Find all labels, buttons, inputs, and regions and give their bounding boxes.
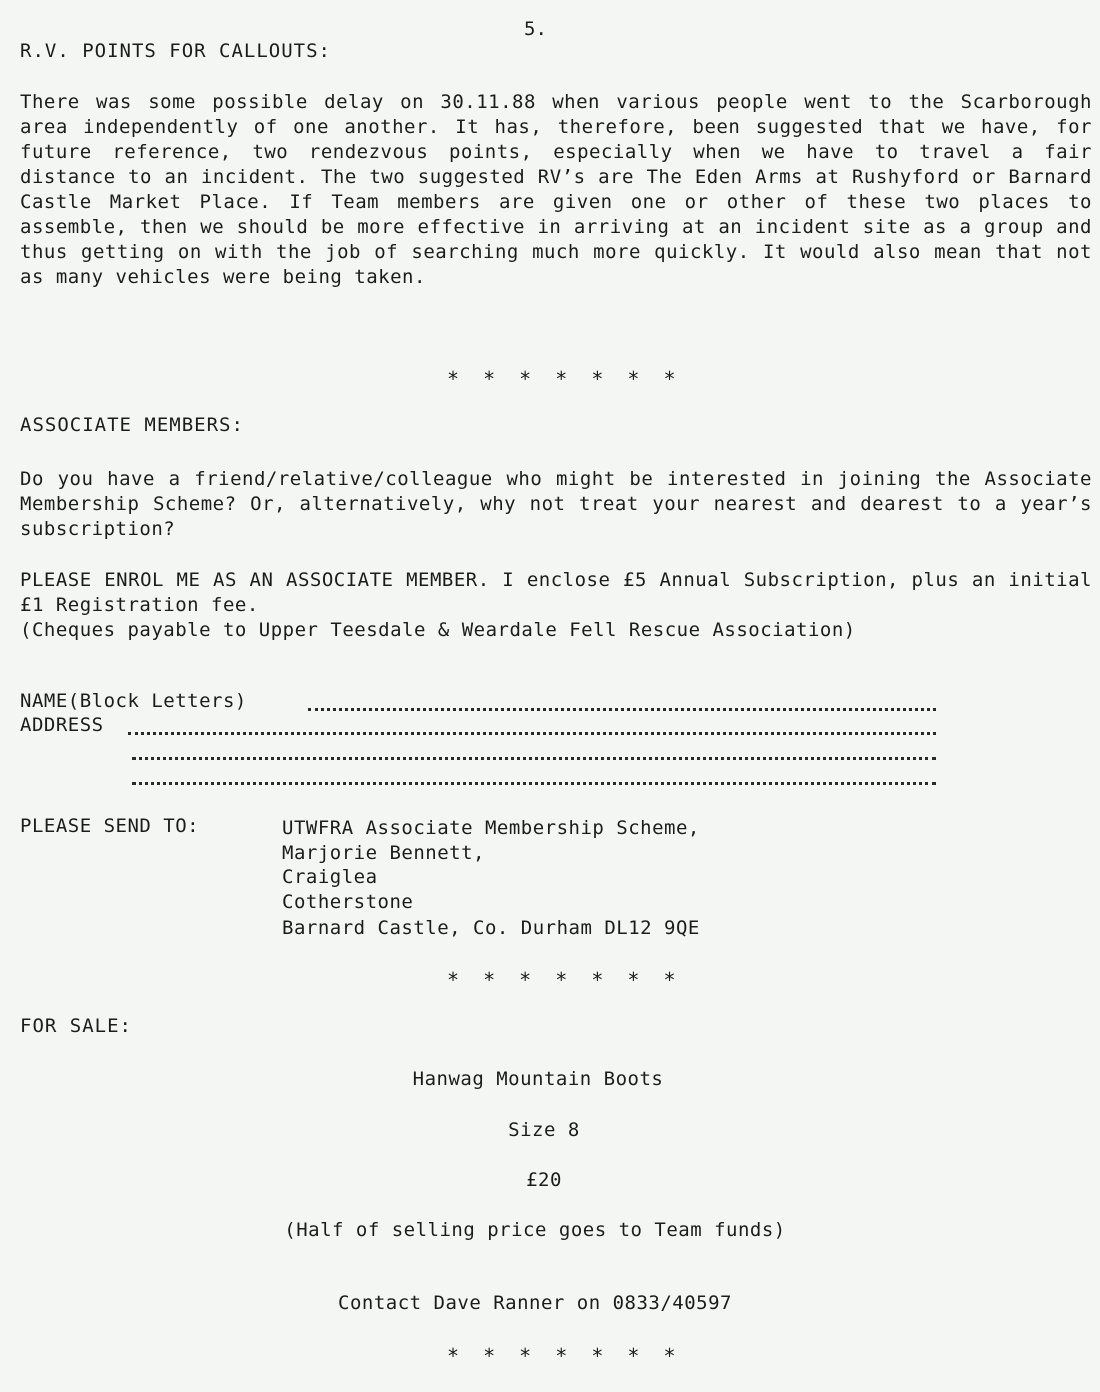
rv-paragraph: There was some possible delay on 30.11.88 when various people went to the Scarborough area independently of one another. It has, therefore, been suggested that we have, for future reference, two rendezvous points, especially when we have to travel a fair distance to an incident. The two suggested RV’s are The Eden Arms at Rushyford or Barnard Castle Market Place. If Team members are given one or other of these two places to assemble, then we should be more effective in arriving at an incident site as a group and thus getting on with the job of searching much more quickly. It would also mean that not as many vehicles were being taken. [20, 91, 1092, 288]
rv-heading: R.V. POINTS FOR CALLOUTS: [20, 40, 331, 62]
sale-size: Size 8 [508, 1119, 580, 1141]
send-to-label: PLEASE SEND TO: [20, 815, 200, 837]
sale-item: Hanwag Mountain Boots [412, 1068, 664, 1090]
address-field-line-2[interactable] [132, 757, 936, 760]
separator-stars: * * * * * * * [447, 968, 682, 992]
sale-note: (Half of selling price goes to Team funds) [284, 1219, 786, 1241]
page-number: 5. [524, 18, 547, 40]
send-to-line-3: Craiglea [282, 866, 378, 888]
separator-stars: * * * * * * * [447, 1344, 682, 1368]
separator-stars: * * * * * * * [447, 367, 682, 391]
send-to-line-1: UTWFRA Associate Membership Scheme, [282, 817, 700, 839]
send-to-line-5: Barnard Castle, Co. Durham DL12 9QE [282, 917, 700, 939]
associate-heading: ASSOCIATE MEMBERS: [20, 414, 244, 436]
address-field-line-3[interactable] [132, 782, 936, 785]
sale-contact: Contact Dave Ranner on 0833/40597 [338, 1292, 732, 1314]
name-label: NAME(Block Letters) [20, 690, 247, 712]
address-label: ADDRESS [20, 714, 104, 736]
cheques-note: (Cheques payable to Upper Teesdale & Weardale Fell Rescue Association) [20, 619, 856, 641]
send-to-line-2: Marjorie Bennett, [282, 842, 485, 864]
name-field-line[interactable] [308, 708, 936, 711]
sale-price: £20 [526, 1169, 562, 1191]
sale-heading: FOR SALE: [20, 1015, 132, 1037]
enrol-paragraph: PLEASE ENROL ME AS AN ASSOCIATE MEMBER. I enclose £5 Annual Subscription, plus an initial £1 Registration fee. [20, 569, 1092, 616]
address-field-line-1[interactable] [128, 732, 936, 735]
send-to-line-4: Cotherstone [282, 891, 414, 913]
associate-intro: Do you have a friend/relative/colleague who might be interested in joining the Associate Membership Scheme? Or, alternatively, why not treat your nearest and dearest to a year’s subscription? [20, 468, 1092, 540]
